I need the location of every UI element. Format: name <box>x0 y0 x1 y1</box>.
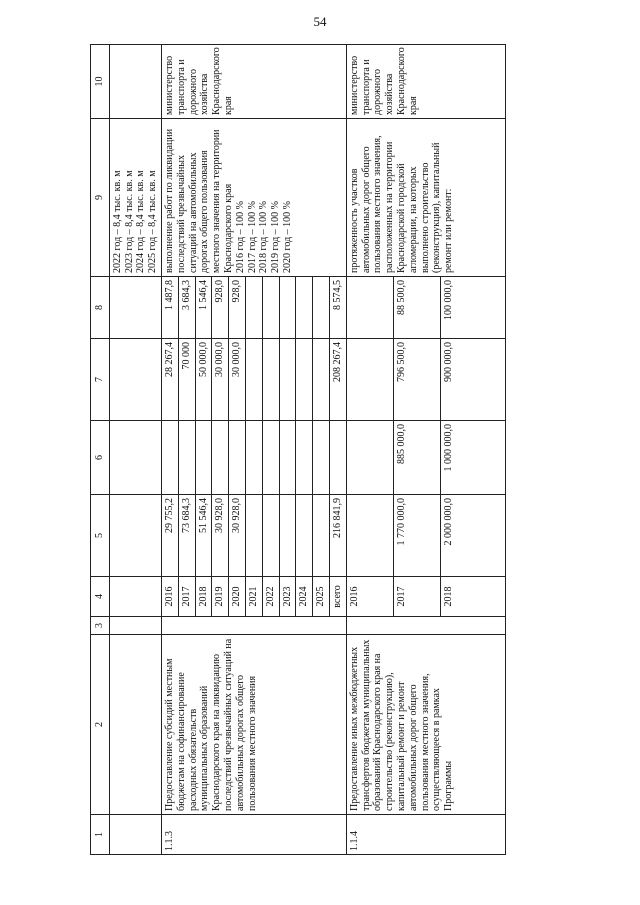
value-cell: 50 000,0 <box>195 339 212 421</box>
value-cell: 900 000,0 <box>440 339 505 421</box>
year-cell: 2016 <box>161 577 178 617</box>
value-cell: 208 267,4 <box>329 339 346 421</box>
value-cell <box>195 421 212 495</box>
value-cell: 1 000 000,0 <box>440 421 505 495</box>
value-cell: 928,0 <box>229 277 246 339</box>
value-cell: 1 770 000,0 <box>393 495 440 577</box>
value-cell: 928,0 <box>212 277 229 339</box>
year-cell: 2018 <box>195 577 212 617</box>
row-number: 1.1.4 <box>346 815 505 855</box>
header-cell: 5 <box>91 495 110 577</box>
year-cell: 2016 <box>346 577 393 617</box>
results-cell: протяженность участков автомобильных дорог общего пользования местного значения, расположенных на территории Краснодарской городской агломерации, на которых выполнено строительство (реконструкция), капитальный ремонт или ремонт: <box>346 119 505 277</box>
value-cell: 30 000,0 <box>229 339 246 421</box>
header-cell: 10 <box>91 45 110 119</box>
table-row-continuation <box>109 45 161 855</box>
value-cell: 216 841,9 <box>329 495 346 577</box>
year-cell: 2022 <box>262 577 279 617</box>
responsible-cell: министерство транспорта и дорожного хозяйства Краснодарского края <box>161 45 346 119</box>
header-cell: 3 <box>91 617 110 635</box>
year-cell: 2017 <box>178 577 195 617</box>
header-cell: 4 <box>91 577 110 617</box>
header-cell: 9 <box>91 119 110 277</box>
year-cell: 2017 <box>393 577 440 617</box>
value-cell: 3 684,3 <box>178 277 195 339</box>
event-description: Предоставление субсидий местным бюджетам на софинансирование расходных обязательств муниципальных образований Краснодарского края на ликвидацию последствий чрезвычайных ситуаций на автомобильных дорогах общего пользования местного значения <box>161 635 346 815</box>
value-cell <box>229 421 246 495</box>
year-cell: 2021 <box>245 577 262 617</box>
value-cell: 51 546,4 <box>195 495 212 577</box>
value-cell: 30 928,0 <box>212 495 229 577</box>
header-cell: 6 <box>91 421 110 495</box>
year-cell: 2023 <box>279 577 296 617</box>
page-number: 54 <box>313 14 327 29</box>
table-row <box>346 45 393 855</box>
event-description: Предоставление иных межбюджетных трансфертов бюджетам муниципальных образований Краснодарского края на строительство (реконструкцию), капитальный ремонт и ремонт автомобильных дорог общего пользования местного значения, осуществляющееся в рамках Программы <box>346 635 505 815</box>
value-cell: 70 000 <box>178 339 195 421</box>
value-cell <box>212 421 229 495</box>
header-cell: 1 <box>91 815 110 855</box>
value-cell <box>161 421 178 495</box>
row-number: 1.1.3 <box>161 815 346 855</box>
value-cell: 1 487,8 <box>161 277 178 339</box>
rotated-table-container <box>90 45 595 855</box>
value-cell: 29 755,2 <box>161 495 178 577</box>
year-cell: всего <box>329 577 346 617</box>
value-cell: 885 000,0 <box>393 421 440 495</box>
program-table <box>90 44 506 855</box>
year-cell: 2018 <box>440 577 505 617</box>
results-cell: 2022 год – 8,4 тыс. кв. м 2023 год – 8,4 тыс. кв. м 2024 год – 8,4 тыс. кв. м 2025 год – 8,4 тыс. кв. м <box>109 119 161 277</box>
year-cell: 2020 <box>229 577 246 617</box>
value-cell: 30 928,0 <box>229 495 246 577</box>
value-cell: 88 500,0 <box>393 277 440 339</box>
header-cell: 2 <box>91 635 110 815</box>
value-cell <box>329 421 346 495</box>
header-row <box>91 45 110 855</box>
year-cell: 2025 <box>313 577 330 617</box>
value-cell: 30 000,0 <box>212 339 229 421</box>
value-cell: 796 500,0 <box>393 339 440 421</box>
responsible-cell: министерство транспорта и дорожного хозяйства Краснодарского края <box>346 45 505 119</box>
header-cell: 8 <box>91 277 110 339</box>
year-cell: 2024 <box>296 577 313 617</box>
value-cell: 73 684,3 <box>178 495 195 577</box>
year-cell: 2019 <box>212 577 229 617</box>
value-cell: 1 546,4 <box>195 277 212 339</box>
value-cell: 28 267,4 <box>161 339 178 421</box>
value-cell: 8 574,5 <box>329 277 346 339</box>
value-cell: 2 000 000,0 <box>440 495 505 577</box>
header-cell: 7 <box>91 339 110 421</box>
table-row <box>161 45 178 855</box>
results-cell: выполнение работ по ликвидации последствий чрезвычайных ситуаций на автомобильных дорогах общего пользования местного значения на территории Краснодарского края 2016 год – 100 % 2017 год – 100 % 2018 год – 100 % 2019 год – 100 % 2020 год – 100 % <box>161 119 346 277</box>
value-cell <box>178 421 195 495</box>
value-cell: 100 000,0 <box>440 277 505 339</box>
